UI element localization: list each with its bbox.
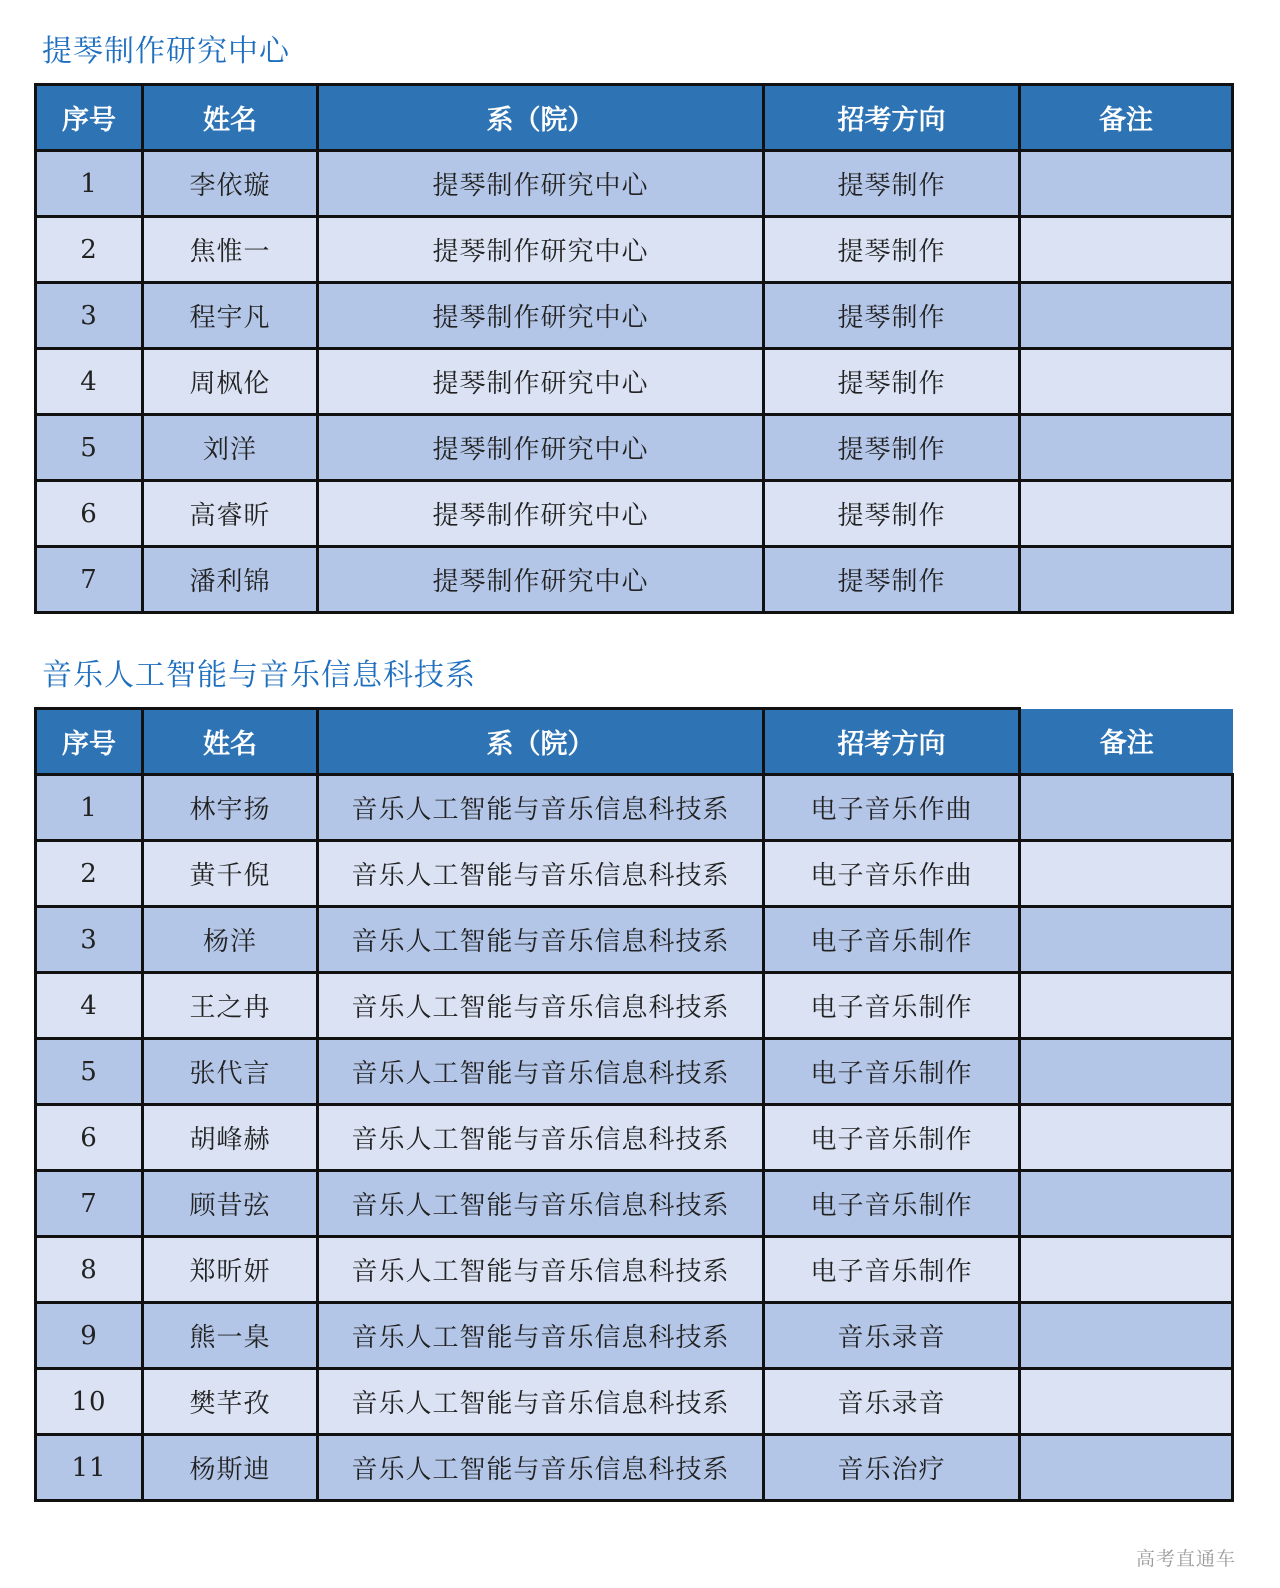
cell-direction: 音乐治疗 bbox=[764, 1435, 1020, 1501]
cell-direction: 音乐录音 bbox=[764, 1303, 1020, 1369]
cell-note bbox=[1020, 841, 1233, 907]
column-header-index: 序号 bbox=[36, 85, 143, 151]
cell-department: 音乐人工智能与音乐信息科技系 bbox=[318, 1105, 764, 1171]
column-header-index: 序号 bbox=[36, 709, 143, 775]
cell-name: 刘洋 bbox=[143, 415, 318, 481]
cell-direction: 音乐录音 bbox=[764, 1369, 1020, 1435]
cell-name: 樊芊孜 bbox=[143, 1369, 318, 1435]
cell-department: 音乐人工智能与音乐信息科技系 bbox=[318, 973, 764, 1039]
cell-direction: 电子音乐作曲 bbox=[764, 841, 1020, 907]
cell-name: 杨斯迪 bbox=[143, 1435, 318, 1501]
cell-direction: 电子音乐制作 bbox=[764, 1171, 1020, 1237]
cell-index: 7 bbox=[36, 1171, 143, 1237]
cell-direction: 提琴制作 bbox=[764, 151, 1020, 217]
cell-name: 黄千倪 bbox=[143, 841, 318, 907]
cell-department: 音乐人工智能与音乐信息科技系 bbox=[318, 907, 764, 973]
cell-direction: 提琴制作 bbox=[764, 481, 1020, 547]
cell-note bbox=[1020, 1369, 1233, 1435]
cell-note bbox=[1020, 547, 1233, 613]
cell-note bbox=[1020, 1171, 1233, 1237]
cell-note bbox=[1020, 1237, 1233, 1303]
cell-index: 4 bbox=[36, 349, 143, 415]
cell-department: 提琴制作研究中心 bbox=[318, 283, 764, 349]
cell-note bbox=[1020, 349, 1233, 415]
section-title-violin-making: 提琴制作研究中心 bbox=[42, 34, 290, 69]
cell-direction: 电子音乐制作 bbox=[764, 907, 1020, 973]
cell-name: 顾昔弦 bbox=[143, 1171, 318, 1237]
cell-index: 2 bbox=[36, 217, 143, 283]
table-row bbox=[36, 1039, 1233, 1105]
cell-department: 音乐人工智能与音乐信息科技系 bbox=[318, 1303, 764, 1369]
table-row bbox=[36, 415, 1233, 481]
table-row bbox=[36, 841, 1233, 907]
cell-name: 周枫伦 bbox=[143, 349, 318, 415]
cell-department: 提琴制作研究中心 bbox=[318, 481, 764, 547]
cell-department: 提琴制作研究中心 bbox=[318, 151, 764, 217]
column-header-note: 备注 bbox=[1020, 85, 1233, 151]
table-row bbox=[36, 1435, 1233, 1501]
cell-note bbox=[1020, 1435, 1233, 1501]
table-header-row bbox=[36, 85, 1233, 151]
cell-index: 1 bbox=[36, 775, 143, 841]
cell-index: 11 bbox=[36, 1435, 143, 1501]
cell-direction: 提琴制作 bbox=[764, 349, 1020, 415]
watermark: 高考直通车 bbox=[1135, 1548, 1236, 1570]
column-header-direction: 招考方向 bbox=[764, 709, 1020, 775]
cell-index: 1 bbox=[36, 151, 143, 217]
cell-index: 4 bbox=[36, 973, 143, 1039]
cell-department: 音乐人工智能与音乐信息科技系 bbox=[318, 1237, 764, 1303]
cell-note bbox=[1020, 481, 1233, 547]
table-row bbox=[36, 775, 1233, 841]
cell-note bbox=[1020, 973, 1233, 1039]
cell-direction: 提琴制作 bbox=[764, 283, 1020, 349]
cell-index: 9 bbox=[36, 1303, 143, 1369]
section-title-music-ai: 音乐人工智能与音乐信息科技系 bbox=[42, 658, 476, 693]
cell-direction: 电子音乐作曲 bbox=[764, 775, 1020, 841]
table-row bbox=[36, 151, 1233, 217]
cell-name: 郑昕妍 bbox=[143, 1237, 318, 1303]
cell-index: 2 bbox=[36, 841, 143, 907]
cell-note bbox=[1020, 151, 1233, 217]
cell-direction: 提琴制作 bbox=[764, 547, 1020, 613]
table-row bbox=[36, 1237, 1233, 1303]
cell-direction: 提琴制作 bbox=[764, 217, 1020, 283]
column-header-department: 系（院） bbox=[318, 709, 764, 775]
cell-name: 张代言 bbox=[143, 1039, 318, 1105]
cell-department: 音乐人工智能与音乐信息科技系 bbox=[318, 1369, 764, 1435]
cell-note bbox=[1020, 283, 1233, 349]
cell-name: 林宇扬 bbox=[143, 775, 318, 841]
table-row bbox=[36, 283, 1233, 349]
column-header-direction: 招考方向 bbox=[764, 85, 1020, 151]
column-header-note: 备注 bbox=[1020, 709, 1233, 775]
cell-note bbox=[1020, 1105, 1233, 1171]
cell-index: 6 bbox=[36, 1105, 143, 1171]
cell-department: 音乐人工智能与音乐信息科技系 bbox=[318, 841, 764, 907]
cell-index: 5 bbox=[36, 415, 143, 481]
cell-department: 提琴制作研究中心 bbox=[318, 415, 764, 481]
cell-note bbox=[1020, 775, 1233, 841]
table-row bbox=[36, 481, 1233, 547]
roster-table-violin-making bbox=[34, 83, 1234, 614]
cell-department: 音乐人工智能与音乐信息科技系 bbox=[318, 1171, 764, 1237]
cell-name: 熊一臬 bbox=[143, 1303, 318, 1369]
table-row bbox=[36, 907, 1233, 973]
cell-index: 10 bbox=[36, 1369, 143, 1435]
cell-department: 音乐人工智能与音乐信息科技系 bbox=[318, 1039, 764, 1105]
table-row bbox=[36, 1171, 1233, 1237]
cell-direction: 提琴制作 bbox=[764, 415, 1020, 481]
cell-index: 3 bbox=[36, 907, 143, 973]
cell-index: 3 bbox=[36, 283, 143, 349]
cell-direction: 电子音乐制作 bbox=[764, 1105, 1020, 1171]
table-row bbox=[36, 1369, 1233, 1435]
cell-note bbox=[1020, 907, 1233, 973]
cell-name: 焦惟一 bbox=[143, 217, 318, 283]
cell-name: 高睿昕 bbox=[143, 481, 318, 547]
cell-department: 提琴制作研究中心 bbox=[318, 217, 764, 283]
cell-department: 提琴制作研究中心 bbox=[318, 547, 764, 613]
cell-department: 音乐人工智能与音乐信息科技系 bbox=[318, 1435, 764, 1501]
cell-note bbox=[1020, 1303, 1233, 1369]
table-row bbox=[36, 349, 1233, 415]
cell-department: 提琴制作研究中心 bbox=[318, 349, 764, 415]
table-row bbox=[36, 217, 1233, 283]
column-header-department: 系（院） bbox=[318, 85, 764, 151]
cell-direction: 电子音乐制作 bbox=[764, 1237, 1020, 1303]
column-header-name: 姓名 bbox=[143, 85, 318, 151]
cell-note bbox=[1020, 415, 1233, 481]
cell-name: 胡峰赫 bbox=[143, 1105, 318, 1171]
table-row bbox=[36, 547, 1233, 613]
table-row bbox=[36, 1303, 1233, 1369]
roster-table-music-ai bbox=[34, 707, 1234, 1502]
column-header-name: 姓名 bbox=[143, 709, 318, 775]
table-row bbox=[36, 1105, 1233, 1171]
cell-note bbox=[1020, 217, 1233, 283]
cell-index: 6 bbox=[36, 481, 143, 547]
cell-index: 8 bbox=[36, 1237, 143, 1303]
cell-name: 潘利锦 bbox=[143, 547, 318, 613]
cell-index: 5 bbox=[36, 1039, 143, 1105]
cell-name: 李依璇 bbox=[143, 151, 318, 217]
cell-index: 7 bbox=[36, 547, 143, 613]
cell-name: 王之冉 bbox=[143, 973, 318, 1039]
cell-direction: 电子音乐制作 bbox=[764, 1039, 1020, 1105]
cell-name: 杨洋 bbox=[143, 907, 318, 973]
cell-note bbox=[1020, 1039, 1233, 1105]
table-row bbox=[36, 973, 1233, 1039]
cell-department: 音乐人工智能与音乐信息科技系 bbox=[318, 775, 764, 841]
cell-direction: 电子音乐制作 bbox=[764, 973, 1020, 1039]
table-header-row bbox=[36, 709, 1233, 775]
cell-name: 程宇凡 bbox=[143, 283, 318, 349]
